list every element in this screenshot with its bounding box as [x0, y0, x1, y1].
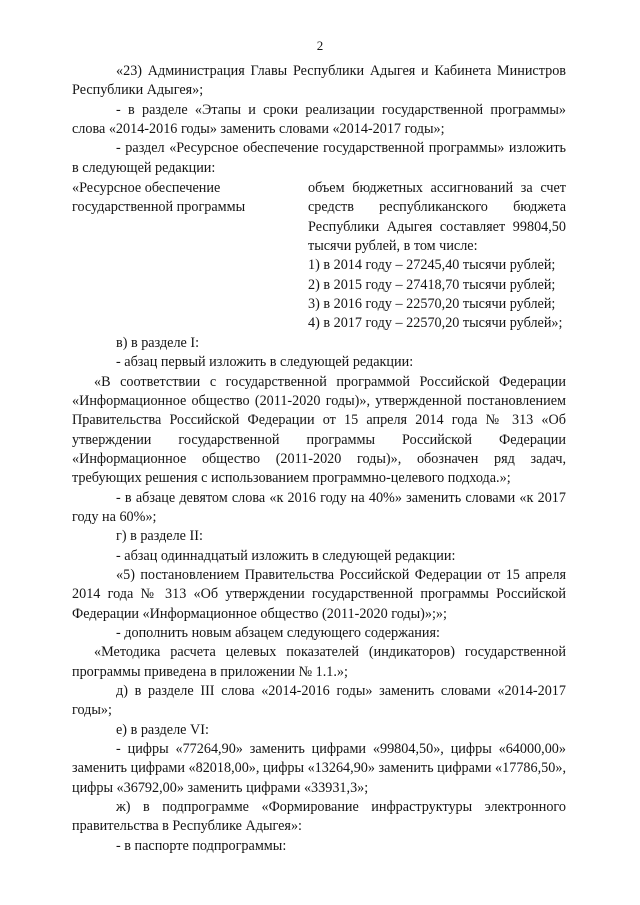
paragraph-section-3: д) в разделе III слова «2014-2016 годы» заменить словами «2014-2017 годы»; — [72, 683, 566, 719]
resource-table-right-cell — [308, 179, 566, 334]
paragraph-add-new-abzac: - дополнить новым абзацем следующего содержания: — [116, 624, 440, 641]
paragraph-quote-state-program: «В соответствии с государственной программой Российской Федерации «Информационное общество (2011-2020 годы)», утвержденной постановлением Правительства Российской Федерации от 15 апреля 2014 года № 313 «Об утверждении государственной программы Российской Федерации «Информационное общество (2011-2020 годы)», обозначен ряд задач, требующих решения с использованием программно-целевого подхода.»; — [72, 373, 566, 487]
resource-year-2015: 2) в 2015 году – 27418,70 тысячи рублей; — [308, 276, 556, 293]
page-number: 2 — [316, 38, 324, 53]
resource-intro: объем бюджетных ассигнований за счет средств республиканского бюджета Республики Адыгея составляет 99804,50 тысячи рублей, в том числе: — [308, 180, 566, 255]
paragraph-figures-replace: - цифры «77264,90» заменить цифрами «99804,50», цифры «64000,00» заменить цифрами «82018,00», цифры «13264,90» заменить цифрами «17786,50», цифры «36792,00» заменить цифрами «33931,3»; — [72, 741, 566, 796]
resource-year-2016: 3) в 2016 году – 22570,20 тысячи рублей; — [308, 296, 556, 313]
document-body — [72, 62, 566, 856]
paragraph-subprogram: ж) в подпрограмме «Формирование инфраструктуры электронного правительства в Республике Адыгея»: — [72, 799, 566, 835]
paragraph-quote-resolution: «5) постановлением Правительства Российской Федерации от 15 апреля 2014 года № 313 «Об утверждении государственной программы Российской Федерации «Информационное общество (2011-2020 годы)»;»; — [72, 566, 566, 622]
paragraph-quote-methodology: «Методика расчета целевых показателей (индикаторов) государственной программы приведена в приложении № 1.1.»; — [72, 644, 566, 680]
paragraph-section-2: г) в разделе II: — [116, 528, 203, 545]
paragraph-passport: - в паспорте подпрограммы: — [116, 837, 287, 854]
paragraph-ninth-abzac: - в абзаце девятом слова «к 2016 году на 40%» заменить словами «к 2017 году на 60%»; — [72, 489, 566, 525]
paragraph-section-6: е) в разделе VI: — [116, 721, 209, 738]
resource-year-2017: 4) в 2017 году – 22570,20 тысячи рублей»; — [308, 315, 563, 332]
resource-year-2014: 1) в 2014 году – 27245,40 тысячи рублей; — [308, 257, 556, 274]
paragraph-resource-section: - раздел «Ресурсное обеспечение государственной программы» изложить в следующей редакции: — [72, 140, 566, 176]
resource-table — [72, 179, 566, 334]
resource-table-left-cell: «Ресурсное обеспечение государственной программы — [72, 180, 246, 216]
paragraph-stages-terms: - в разделе «Этапы и сроки реализации государственной программы» слова «2014-2016 годы» заменить словами «2014-2017 годы»; — [72, 101, 566, 138]
paragraph-eleventh-abzac: - абзац одиннадцатый изложить в следующей редакции: — [116, 547, 456, 564]
paragraph-item-23: «23) Администрация Главы Республики Адыгея и Кабинета Министров Республики Адыгея»; — [72, 63, 566, 99]
paragraph-section-1: в) в разделе I: — [116, 334, 200, 351]
paragraph-first-abzac: - абзац первый изложить в следующей редакции: — [116, 354, 414, 371]
